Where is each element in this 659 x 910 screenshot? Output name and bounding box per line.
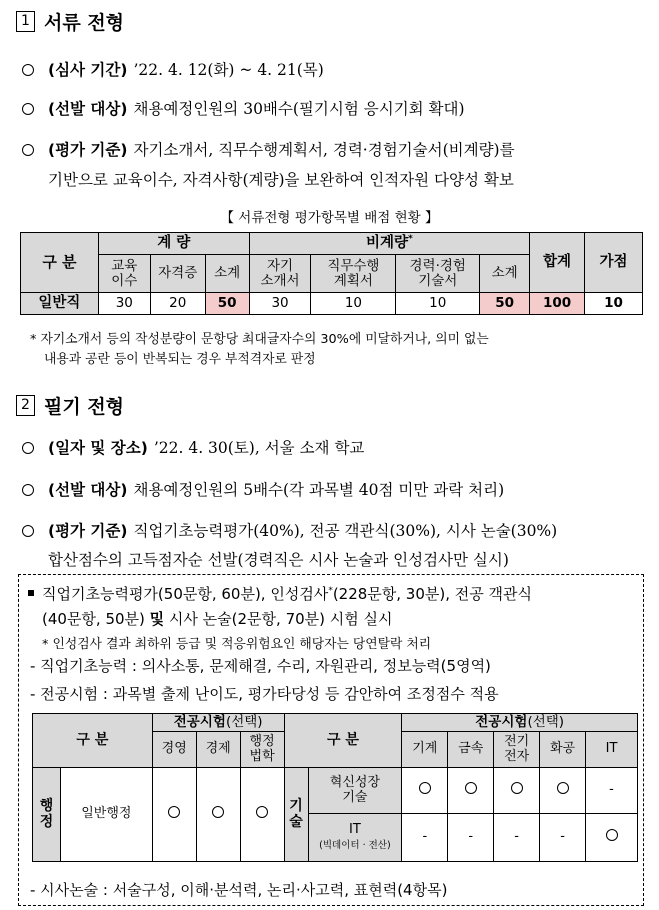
document-score-table — [20, 232, 643, 315]
t2-it-mark-metal: - — [448, 814, 494, 862]
t2-admin-label: 행 정 — [33, 768, 61, 862]
header-nonquant-subtotal: 소계 — [480, 255, 530, 293]
box-dash-2: - 전공시험 : 과목별 출제 난이도, 평가타당성 등 감안하여 조정점수 적용 — [30, 685, 499, 703]
cell-bonus: 10 — [585, 293, 643, 315]
exam-criteria-line: (평가 기준) 직업기초능력평가(40%), 전공 객관식(30%), 시사 논술(30%) — [22, 519, 557, 541]
cell-cert: 20 — [150, 293, 205, 315]
t2-admin-mark-law — [240, 768, 284, 862]
cell-nonquant-subtotal: 50 — [480, 293, 530, 315]
t2-header-gubun-right: 구 분 — [284, 714, 402, 768]
table-title: 【 서류전형 평가항목별 배점 현황 】 — [220, 210, 439, 226]
section-title: 필기 전형 — [44, 396, 125, 418]
header-cert: 자격증 — [150, 255, 205, 293]
circle-bullet-icon — [22, 103, 34, 115]
cell-plan: 10 — [311, 293, 396, 315]
circle-bullet-icon — [22, 442, 34, 454]
header-exp: 경력·경험 기술서 — [396, 255, 480, 293]
section2-heading — [16, 392, 124, 419]
eval-criteria-line: (평가 기준) 자기소개서, 직무수행계획서, 경력·경험기술서(비계량)를 — [22, 138, 515, 160]
t2-header-it: IT — [586, 732, 638, 768]
circle-mark-icon — [256, 806, 268, 818]
t2-admin-general: 일반행정 — [60, 768, 152, 862]
review-period-line: (심사 기간) ’22. 4. 12(화) ~ 4. 21(목) — [22, 58, 324, 80]
t2-innov-mark-metal — [448, 768, 494, 814]
t2-header-chem: 화공 — [540, 732, 586, 768]
t2-admin-mark-mgmt — [152, 768, 196, 862]
table-note-1: * 자기소개서 등의 작성분량이 문항당 최대글자수의 30%에 미달하거나, 의미 없는 — [30, 332, 489, 347]
box-note: * 인성검사 결과 최하위 등급 및 적응위험요인 해당자는 당연탈락 처리 — [42, 637, 432, 652]
header-nonquant: 비계량* — [249, 233, 530, 255]
table-note-2: 내용과 공란 등이 반복되는 경우 부적격자로 판정 — [44, 352, 316, 367]
circle-bullet-icon — [22, 144, 34, 156]
t2-it-mark-mech: - — [402, 814, 448, 862]
header-intro: 자기 소개서 — [249, 255, 311, 293]
written-exam-table — [32, 713, 638, 862]
circle-mark-icon — [212, 806, 224, 818]
header-quant-subtotal: 소계 — [205, 255, 249, 293]
t2-header-major-left: 전공시험(선택) — [152, 714, 284, 732]
header-plan: 직무수행 계획서 — [311, 255, 396, 293]
circle-bullet-icon — [22, 525, 34, 537]
circle-mark-icon — [419, 782, 431, 794]
t2-innov-label: 혁신성장 기술 — [308, 768, 402, 814]
circle-mark-icon — [465, 782, 477, 794]
cell-intro: 30 — [249, 293, 311, 315]
t2-tech-label: 기 술 — [284, 768, 308, 862]
t2-it-mark-ee: - — [494, 814, 540, 862]
t2-it-label: IT (빅데이터 · 전산) — [308, 814, 402, 862]
box-dash-3: - 시사논술 : 서술구성, 이해·분석력, 논리·사고력, 표현력(4항목) — [30, 881, 448, 899]
cell-edu: 30 — [98, 293, 150, 315]
t2-it-mark-it — [586, 814, 638, 862]
t2-header-mech: 기계 — [402, 732, 448, 768]
exam-target-line: (선발 대상) 채용예정인원의 5배수(각 과목별 40점 미만 과락 처리) — [22, 478, 504, 500]
box-line-2: (40문항, 50분) 및 시사 논술(2문항, 70분) 시험 실시 — [42, 610, 393, 628]
circle-mark-icon — [606, 829, 618, 841]
section1-heading — [16, 8, 124, 35]
t2-innov-mark-ee — [494, 768, 540, 814]
eval-criteria-line2: 기반으로 교육이수, 자격사항(계량)을 보완하여 인적자원 다양성 확보 — [48, 171, 514, 189]
circle-mark-icon — [557, 782, 569, 794]
square-bullet-icon — [28, 590, 34, 596]
header-bonus: 가점 — [585, 233, 643, 293]
header-quant: 계 량 — [98, 233, 249, 255]
cell-quant-subtotal: 50 — [205, 293, 249, 315]
section-title: 서류 전형 — [44, 12, 125, 34]
t2-header-ee: 전기 전자 — [494, 732, 540, 768]
circle-bullet-icon — [22, 64, 34, 76]
selection-target-line: (선발 대상) 채용예정인원의 30배수(필기시험 응시기회 확대) — [22, 97, 465, 119]
row-label: 일반직 — [21, 293, 99, 315]
box-line-1: 직업기초능력평가(50문항, 60분), 인성검사*(228문항, 30분), 전공 객관식 — [28, 583, 532, 604]
section-number-box: 2 — [16, 395, 35, 416]
t2-header-law: 행정 법학 — [240, 732, 284, 768]
t2-header-metal: 금속 — [448, 732, 494, 768]
header-total: 합계 — [530, 233, 585, 293]
t2-innov-mark-it: - — [586, 768, 638, 814]
circle-bullet-icon — [22, 484, 34, 496]
cell-total: 100 — [530, 293, 585, 315]
exam-criteria-line2: 합산점수의 고득점자순 선발(경력직은 시사 논술과 인성검사만 실시) — [48, 551, 509, 569]
t2-header-major-right: 전공시험(선택) — [402, 714, 638, 732]
t2-header-gubun-left: 구 분 — [33, 714, 153, 768]
box-dash-1: - 직업기초능력 : 의사소통, 문제해결, 수리, 자원관리, 정보능력(5영역) — [30, 657, 491, 675]
circle-mark-icon — [168, 806, 180, 818]
circle-mark-icon — [511, 782, 523, 794]
t2-header-mgmt: 경영 — [152, 732, 196, 768]
t2-admin-mark-econ — [196, 768, 240, 862]
header-edu: 교육 이수 — [98, 255, 150, 293]
exam-date-line: (일자 및 장소) ’22. 4. 30(토), 서울 소재 학교 — [22, 436, 364, 458]
t2-it-mark-chem: - — [540, 814, 586, 862]
t2-header-econ: 경제 — [196, 732, 240, 768]
t2-innov-mark-mech — [402, 768, 448, 814]
section-number-box: 1 — [16, 11, 35, 32]
header-gubun: 구 분 — [21, 233, 99, 293]
cell-exp: 10 — [396, 293, 480, 315]
t2-innov-mark-chem — [540, 768, 586, 814]
